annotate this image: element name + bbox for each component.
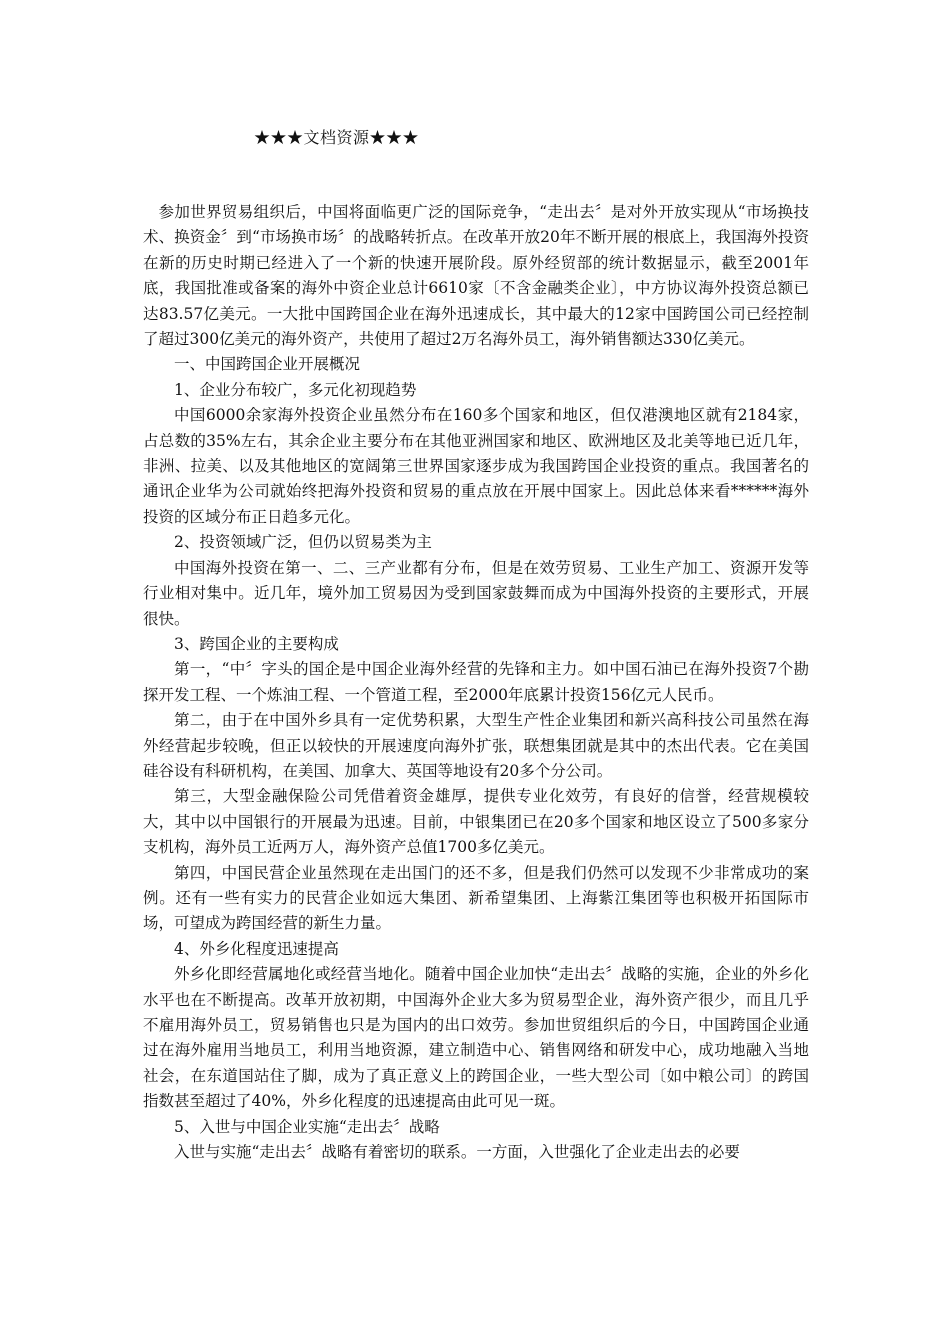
paragraph: 外乡化即经营属地化或经营当地化。随着中国企业加快“走出去〞战略的实施，企业的外乡化水平也在不断提高。改革开放初期，中国海外企业大多为贸易型企业，海外资产很少，而且几乎不雇用海外员工，贸易销售也只是为国内的出口效劳。参加世贸组织后的今日，中国跨国企业通过在海外雇用当地员工，利用当地资源，建立制造中心、销售网络和研发中心，成功地融入当地社会，在东道国站住了脚，成为了真正意义上的跨国企业，一些大型公司〔如中粮公司〕的跨国指数甚至超过了40%，外乡化程度的迅速提高由此可见一斑。 <box>143 965 809 1111</box>
paragraph: 第四，中国民营企业虽然现在走出国门的还不多，但是我们仍然可以发现不少非常成功的案例。还有一些有实力的民营企业如远大集团、新希望集团、上海紫江集团等也积极开拓国际市场，可望成为跨国经营的新生力量。 <box>143 863 809 933</box>
subheading-4: 4、外乡化程度迅速提高 <box>174 939 339 958</box>
subheading-1: 1、企业分布较广，多元化初现趋势 <box>174 380 417 399</box>
document-body <box>143 200 809 1165</box>
paragraph: 中国6000余家海外投资企业虽然分布在160多个国家和地区，但仅港澳地区就有2184家，占总数的35%左右，其余企业主要分布在其他亚洲国家和地区、欧洲地区及北美等地已近几年，非洲、拉美、以及其他地区的宽阔第三世界国家逐步成为我国跨国企业投资的重点。我国著名的通讯企业华为公司就始终把海外投资和贸易的重点放在开展中国家上。因此总体来看******海外投资的区域分布正日趋多元化。 <box>143 406 809 526</box>
document-header: ★★★文档资源★★★ <box>254 128 420 147</box>
paragraph: 第三，大型金融保险公司凭借着资金雄厚，提供专业化效劳，有良好的信誉，经营规模较大，其中以中国银行的开展最为迅速。目前，中银集团已在20多个国家和地区设立了500多家分支机构，海外员工近两万人，海外资产总值1700多亿美元。 <box>143 787 809 857</box>
paragraph: 入世与实施“走出去〞战略有着密切的联系。一方面，入世强化了企业走出去的必要 <box>174 1143 740 1162</box>
subheading-5: 5、入世与中国企业实施“走出去〞战略 <box>174 1117 440 1136</box>
paragraph: 第二，由于在中国外乡具有一定优势积累，大型生产性企业集团和新兴高科技公司虽然在海外经营起步较晚，但正以较快的开展速度向海外扩张，联想集团就是其中的杰出代表。它在美国硅谷设有科研机构，在美国、加拿大、英国等地设有20多个分公司。 <box>143 711 809 780</box>
paragraph: 第一，“中〞字头的国企是中国企业海外经营的先锋和主力。如中国石油已在海外投资7个勘探开发工程、一个炼油工程、一个管道工程，至2000年底累计投资156亿元人民币。 <box>143 660 809 704</box>
subheading-3: 3、跨国企业的主要构成 <box>174 634 339 653</box>
paragraph: 中国海外投资在第一、二、三产业都有分布，但是在效劳贸易、工业生产加工、资源开发等行业相对集中。近几年，境外加工贸易因为受到国家鼓舞而成为中国海外投资的主要形式，开展很快。 <box>143 558 809 628</box>
subheading-2: 2、投资领域广泛，但仍以贸易类为主 <box>174 533 432 552</box>
section-heading-1: 一、中国跨国企业开展概况 <box>174 355 361 374</box>
paragraph-intro: 参加世界贸易组织后，中国将面临更广泛的国际竞争，“走出去〞是对外开放实现从“市场换技术、换资金〞到“市场换市场〞的战略转折点。在改革开放20年不断开展的根底上，我国海外投资在新的历史时期已经进入了一个新的快速开展阶段。原外经贸部的统计数据显示，截至2001年底，我国批准或备案的海外中资企业总计6610家〔不含金融类企业〕，中方协议海外投资总额已达83.57亿美元。一大批中国跨国企业在海外迅速成长，其中最大的12家中国跨国公司已经控制了超过300亿美元的海外资产，共使用了超过2万名海外员工，海外销售额达330亿美元。 <box>143 203 809 349</box>
